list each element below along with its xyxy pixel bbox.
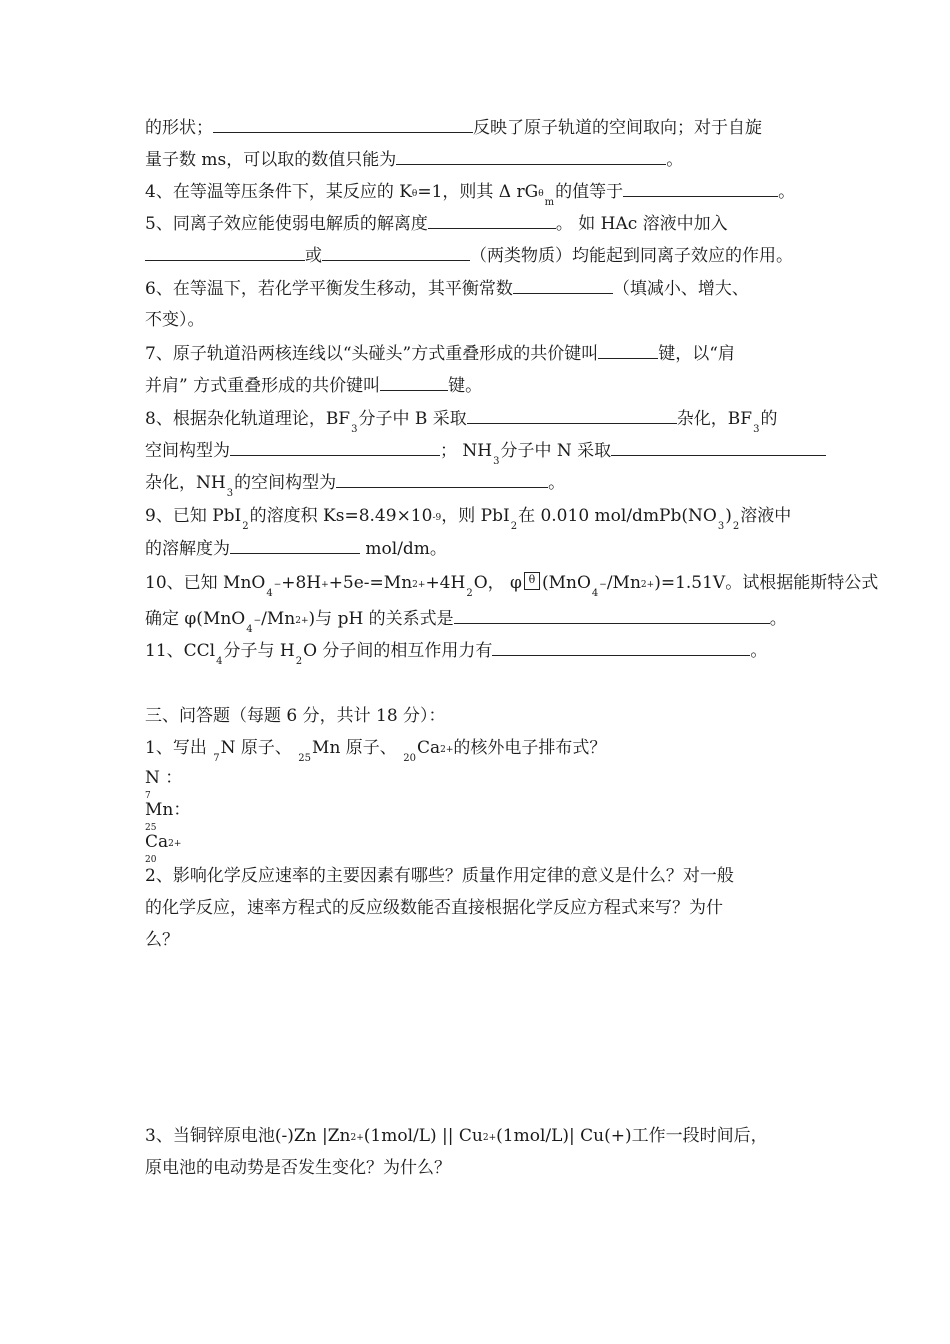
text: 杂化，BF — [676, 409, 753, 429]
text: 不变）。 — [145, 310, 205, 330]
subscript: 2 — [466, 588, 473, 599]
subscript: m — [544, 197, 555, 208]
s3-question-2-cont: 的化学反应，速率方程式的反应级数能否直接根据化学反应方程式来写？为什 — [145, 898, 723, 918]
answer-blank[interactable] — [454, 607, 770, 624]
superscript: − — [599, 580, 607, 590]
text: 。 — [769, 609, 787, 629]
question-7 — [145, 342, 735, 365]
text: 量子数 ms，可以取的数值只能为 — [145, 150, 397, 170]
subscript: 3 — [753, 424, 760, 435]
text: 8、根据杂化轨道理论，BF — [145, 409, 351, 429]
text: 3、当铜锌原电池(-)Zn |Zn — [145, 1126, 351, 1146]
text: 4、在等温等压条件下，某反应的 K — [145, 182, 412, 202]
text: (1mol/L)| Cu(+)工作一段时间后， — [496, 1126, 768, 1146]
question-8 — [145, 407, 777, 433]
text: 或 — [305, 246, 322, 266]
subscript: 2 — [295, 656, 303, 667]
text: 5、同离子效应能使弱电解质的解离度 — [145, 214, 428, 234]
text: )与 pH 的关系式是 — [308, 609, 454, 629]
subscript: 20 — [145, 855, 157, 865]
text: (1mol/L) || Cu — [363, 1126, 483, 1146]
s3-question-3-cont: 原电池的电动势是否发生变化？为什么？ — [145, 1158, 451, 1178]
answer-blank[interactable] — [230, 439, 440, 456]
text: ； NH — [440, 441, 493, 461]
answer-blank[interactable] — [380, 374, 448, 391]
subscript: 2 — [242, 521, 249, 532]
text: （填减小、增大、 — [612, 279, 749, 299]
superscript: 2+ — [168, 839, 182, 849]
text: Ca — [145, 832, 169, 852]
text: 的形状； — [145, 118, 213, 138]
question-8-cont2 — [145, 471, 565, 497]
text: /Mn — [606, 573, 641, 593]
answer-blank[interactable] — [623, 180, 778, 197]
subscript: 4 — [216, 656, 223, 667]
text: N 原子、 — [220, 738, 292, 758]
text: 6、在等温下，若化学平衡发生移动，其平衡常数 — [145, 279, 513, 299]
superscript: − — [253, 616, 262, 626]
subscript: 3 — [717, 521, 725, 532]
text: 空间构型为 — [145, 441, 230, 461]
text: 并肩” 方式重叠形成的共价键叫 — [145, 376, 381, 396]
question-9 — [145, 505, 791, 530]
text: ，则 PbI — [441, 506, 510, 526]
answer-blank[interactable] — [428, 212, 556, 229]
s3-question-2-cont2: 么？ — [145, 930, 179, 950]
text: 。 — [548, 473, 566, 493]
subscript: 3 — [351, 424, 358, 435]
text: 溶液中 — [740, 506, 792, 526]
answer-mn — [145, 800, 191, 833]
answer-blank[interactable] — [322, 244, 470, 261]
text: 分子与 H — [223, 641, 295, 661]
subscript: 2 — [510, 521, 518, 532]
superscript: 2+ — [440, 745, 454, 755]
standard-state-icon: θ — [524, 572, 540, 590]
text: 分子中 B 采取 — [358, 409, 467, 429]
text: 的核外电子排布式？ — [453, 738, 607, 758]
text: Ca — [416, 738, 441, 758]
text: =1，则其 Δ rG — [417, 182, 539, 202]
text: 的溶度积 Ks=8.49×10 — [249, 506, 433, 526]
text: 杂化，NH — [145, 473, 226, 493]
text: 。 — [666, 150, 684, 170]
text: +4H — [425, 573, 466, 593]
text: O， — [473, 573, 505, 593]
text: 的空间构型为 — [234, 473, 337, 493]
question-11 — [145, 639, 767, 665]
question-8-cont — [145, 439, 826, 465]
subscript: 7 — [213, 753, 220, 764]
answer-blank[interactable] — [513, 277, 613, 294]
text: mol/dm。 — [365, 539, 447, 559]
text: Mn： — [145, 800, 191, 820]
text: /Mn — [261, 609, 296, 629]
text: )=1.51V。试根据能斯特公式 — [654, 573, 879, 593]
question-10 — [145, 572, 878, 597]
answer-blank[interactable] — [336, 471, 548, 488]
section-3-title: 三、问答题（每题 6 分，共计 18 分）： — [145, 706, 446, 726]
text: 键。 — [448, 376, 483, 396]
text: 。 如 HAc 溶液中加入 — [555, 214, 728, 234]
answer-blank[interactable] — [611, 439, 826, 456]
text: +5e-=Mn — [328, 573, 413, 593]
text: 1、写出 — [145, 738, 207, 758]
text: ) — [725, 506, 732, 526]
s3-question-3 — [145, 1125, 768, 1150]
superscript: 2+ — [295, 616, 309, 626]
text: 的溶解度为 — [145, 539, 230, 559]
answer-ca — [145, 832, 182, 865]
text: 10、已知 MnO — [145, 573, 266, 593]
line-spin-quantum — [145, 148, 683, 171]
text: 9、已知 PbI — [145, 506, 242, 526]
text: 分子中 N 采取 — [500, 441, 612, 461]
answer-blank[interactable] — [467, 407, 677, 424]
text: φ — [510, 573, 522, 593]
answer-blank[interactable] — [145, 244, 305, 261]
answer-blank[interactable] — [396, 148, 666, 165]
text: 。 — [778, 182, 796, 202]
s3-question-2: 2、影响化学反应速率的主要因素有哪些？质量作用定律的意义是什么？对一般 — [145, 866, 734, 886]
question-4 — [145, 180, 795, 206]
answer-blank[interactable] — [492, 639, 750, 656]
subscript: 4 — [266, 588, 273, 599]
superscript: + — [321, 580, 329, 590]
question-5 — [145, 212, 728, 235]
subscript: 3 — [226, 488, 234, 499]
text: 。 — [750, 641, 768, 661]
superscript: θ — [538, 189, 544, 199]
answer-blank[interactable] — [230, 537, 360, 554]
question-6 — [145, 277, 749, 300]
superscript: − — [273, 580, 282, 590]
superscript: 2+ — [350, 1133, 364, 1143]
text: N ： — [145, 768, 183, 788]
text: 在 0.010 mol/dmPb(NO — [518, 506, 717, 526]
line-orbital-shape — [145, 116, 762, 139]
subscript: 2 — [732, 521, 740, 532]
subscript: 7 — [145, 791, 151, 801]
superscript: θ — [411, 189, 418, 199]
text: 键，以“肩 — [658, 344, 735, 364]
subscript: 4 — [591, 588, 599, 599]
text: 7、原子轨道沿两核连线以“头碰头”方式重叠形成的共价键叫 — [145, 344, 599, 364]
text: 11、CCl — [145, 641, 216, 661]
answer-blank[interactable] — [598, 342, 658, 359]
superscript: 2+ — [640, 580, 655, 590]
answer-blank[interactable] — [213, 116, 473, 133]
text: Mn 原子、 — [312, 738, 397, 758]
question-6-cont — [145, 309, 205, 331]
text: （两类物质）均能起到同离子效应的作用。 — [470, 246, 793, 266]
subscript: 25 — [145, 823, 157, 833]
subscript: 25 — [298, 753, 312, 764]
question-9-cont — [145, 537, 447, 560]
superscript: 2+ — [482, 1133, 497, 1143]
text: +8H — [281, 573, 322, 593]
superscript: 2+ — [412, 580, 426, 590]
text: 确定 φ(MnO — [145, 609, 246, 629]
subscript: 4 — [246, 624, 253, 635]
s3-question-1 — [145, 737, 606, 762]
subscript: 20 — [403, 753, 416, 764]
superscript: -9 — [432, 513, 442, 523]
answer-n — [145, 768, 183, 801]
text: 的 — [760, 409, 778, 429]
question-7-cont — [145, 374, 482, 397]
text: 反映了原子轨道的空间取向；对于自旋 — [473, 118, 762, 138]
subscript: 3 — [493, 456, 500, 467]
text: 的值等于 — [555, 182, 624, 202]
question-5-cont — [145, 244, 793, 267]
text: (MnO — [541, 573, 591, 593]
text: O 分子间的相互作用力有 — [303, 641, 493, 661]
question-10-cont — [145, 607, 787, 633]
